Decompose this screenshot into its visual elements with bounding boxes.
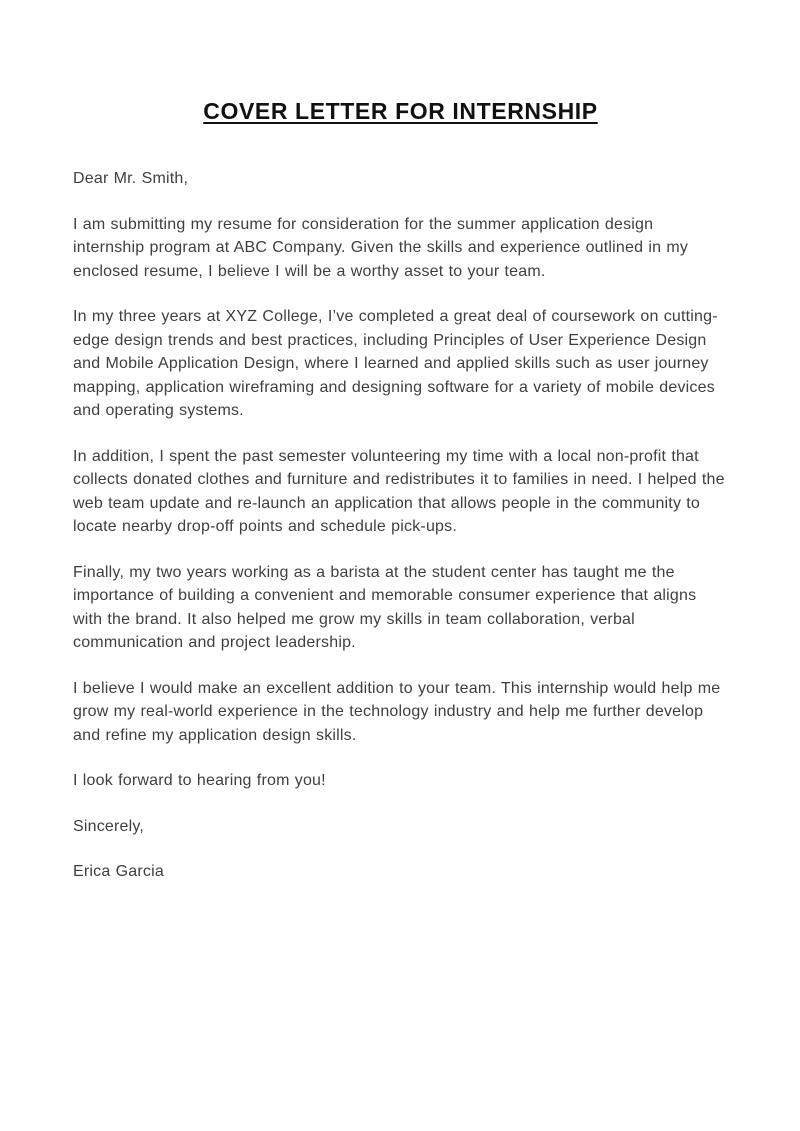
paragraph-conclusion: I believe I would make an excellent addition to your team. This internship would help me grow my real-world experience in the technology industry and help me further develop and refine my application design skills. xyxy=(73,679,721,744)
paragraph-volunteering: In addition, I spent the past semester volunteering my time with a local non-profit that collects donated clothes and furniture and redistributes it to families in need. I helped the web team update and re-launch an application that allows people in the community to locate nearby drop-off points and schedule pick-ups. xyxy=(73,447,725,535)
paragraph-barista: Finally, my two years working as a barista at the student center has taught me the importance of building a convenient and memorable consumer experience that aligns with the brand. It also helped me grow my skills in team collaboration, verbal communication and project leadership. xyxy=(73,563,697,651)
document-title-text: COVER LETTER FOR INTERNSHIP xyxy=(203,98,598,124)
document-title xyxy=(73,98,728,125)
closing-line: I look forward to hearing from you! xyxy=(73,772,326,789)
salutation: Dear Mr. Smith, xyxy=(73,170,189,187)
signoff: Sincerely, xyxy=(73,817,145,835)
paragraph-intro: I am submitting my resume for consideration for the summer application design internship program at ABC Company. Given the skills and experience outlined in my enclosed resume, I believe I will be a worthy asset to your team. xyxy=(73,215,689,280)
signature-name: Erica Garcia xyxy=(73,863,164,880)
paragraph-coursework: In my three years at XYZ College, I’ve completed a great deal of coursework on cutting-edge design trends and best practices, including Principles of User Experience Design and Mobile Application Design, where I learned and applied skills such as user journey mapping, application wireframing and designing software for a variety of mobile devices and operating systems. xyxy=(73,308,718,419)
